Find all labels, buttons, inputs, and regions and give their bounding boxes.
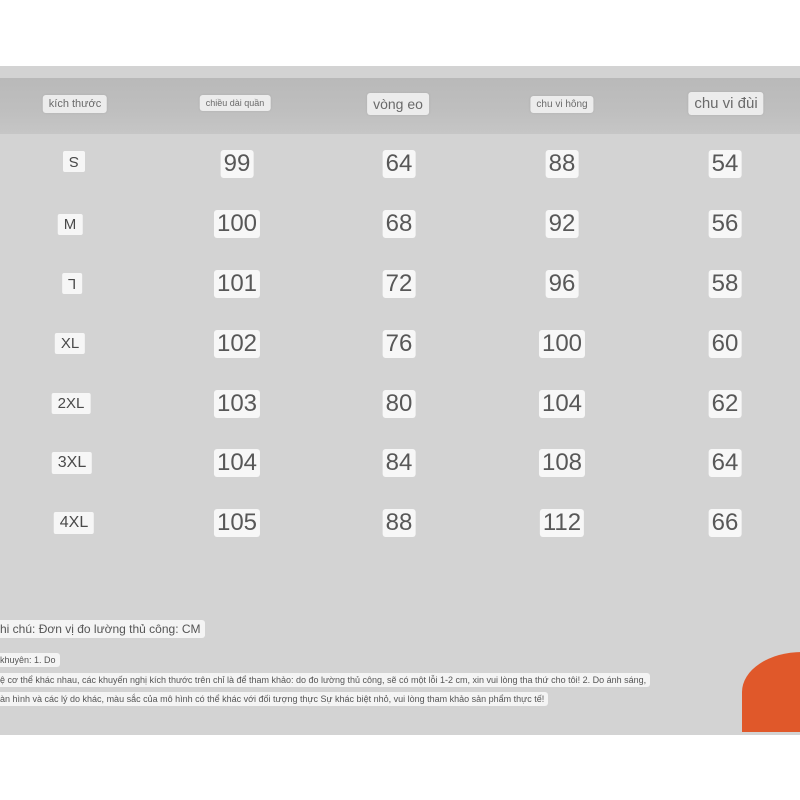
hip-value: 92 [546, 210, 579, 238]
thigh-value: 62 [709, 390, 742, 418]
note-color-line: àn hình và các lý do khác, màu sắc của mô hình có thể khác với đối tượng thực Sự khác biệt nhỏ, vui lòng tham khảo sản phẩm thực tế! [0, 692, 548, 706]
header-length: chiều dài quần [200, 95, 271, 111]
size-label: 4XL [54, 512, 94, 534]
hip-value: 108 [539, 449, 585, 477]
length-value: 100 [214, 210, 260, 238]
waist-value: 76 [383, 330, 416, 358]
waist-value: 64 [383, 150, 416, 178]
length-value: 101 [214, 270, 260, 298]
note-unit-line: hi chú: Đơn vị đo lường thủ công: CM [0, 620, 205, 638]
header-thigh: chu vi đùi [688, 92, 763, 115]
length-value: 105 [214, 509, 260, 537]
waist-value: 88 [383, 509, 416, 537]
thigh-value: 58 [709, 270, 742, 298]
thigh-value: 66 [709, 509, 742, 537]
thigh-value: 64 [709, 449, 742, 477]
header-size: kích thước [43, 95, 107, 113]
size-label: M [58, 214, 83, 235]
size-chart-sheet [0, 66, 800, 735]
waist-value: 80 [383, 390, 416, 418]
length-value: 103 [214, 390, 260, 418]
hip-value: 112 [540, 509, 584, 537]
size-label: XL [55, 333, 85, 354]
waist-value: 84 [383, 449, 416, 477]
table-header-band [0, 78, 800, 134]
header-hip: chu vi hông [530, 96, 593, 113]
waist-value: 72 [383, 270, 416, 298]
length-value: 99 [221, 150, 254, 178]
hip-value: 96 [546, 270, 579, 298]
size-label: L [62, 273, 82, 294]
hip-value: 104 [539, 390, 585, 418]
hip-value: 88 [546, 150, 579, 178]
note-measure-line: ệ cơ thể khác nhau, các khuyến nghị kích thước trên chỉ là để tham khảo: do đo lường thủ công, sẽ có một lỗi 1-2 cm, xin vui lòng tha thứ cho tôi! 2. Do ánh sáng, [0, 673, 650, 687]
thigh-value: 56 [709, 210, 742, 238]
waist-value: 68 [383, 210, 416, 238]
length-value: 102 [214, 330, 260, 358]
size-label: 2XL [52, 393, 91, 414]
hip-value: 100 [539, 330, 585, 358]
thigh-value: 54 [709, 150, 742, 178]
header-waist: vòng eo [367, 93, 429, 115]
length-value: 104 [214, 449, 260, 477]
size-label: S [63, 151, 85, 172]
size-label: 3XL [52, 452, 92, 474]
thigh-value: 60 [709, 330, 742, 358]
note-advice-line: khuyên: 1. Do [0, 653, 60, 667]
